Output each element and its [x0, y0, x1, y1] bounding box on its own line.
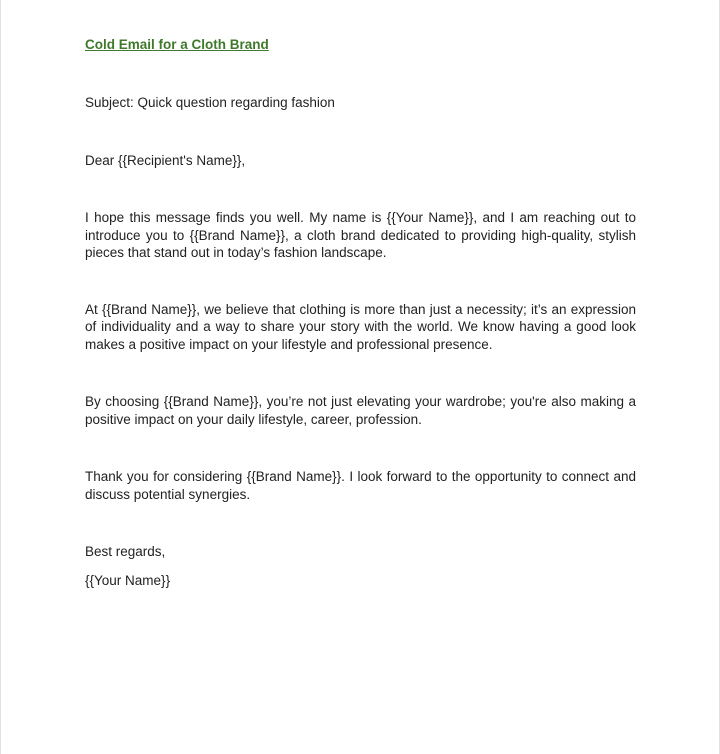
body-paragraph-benefit: By choosing {{Brand Name}}, you’re not just elevating your wardrobe; you're also making a positive impact on your daily lifestyle, career, profession. [85, 394, 636, 427]
body-paragraph-thanks: Thank you for considering {{Brand Name}}. I look forward to the opportunity to connect and discuss potential synergies. [85, 469, 636, 502]
email-signature: {{Your Name}} [85, 572, 171, 588]
body-paragraph-belief: At {{Brand Name}}, we believe that clothing is more than just a necessity; it’s an expression of individuality and a way to share your story with the world. We know having a good look makes a positive impact on your lifestyle and professional presence. [85, 301, 636, 352]
email-greeting: Dear {{Recipient's Name}}, [85, 152, 246, 168]
email-closing: Best regards, [85, 544, 166, 559]
email-template [85, 36, 636, 589]
document-title: Cold Email for a Cloth Brand [85, 37, 269, 52]
body-paragraph-intro: I hope this message finds you well. My name is {{Your Name}}, and I am reaching out to introduce you to {{Brand Name}}, a cloth brand dedicated to providing high-quality, stylish pieces that stand out in today’s fashion landscape. [85, 210, 636, 260]
email-subject: Subject: Quick question regarding fashion [85, 95, 335, 110]
